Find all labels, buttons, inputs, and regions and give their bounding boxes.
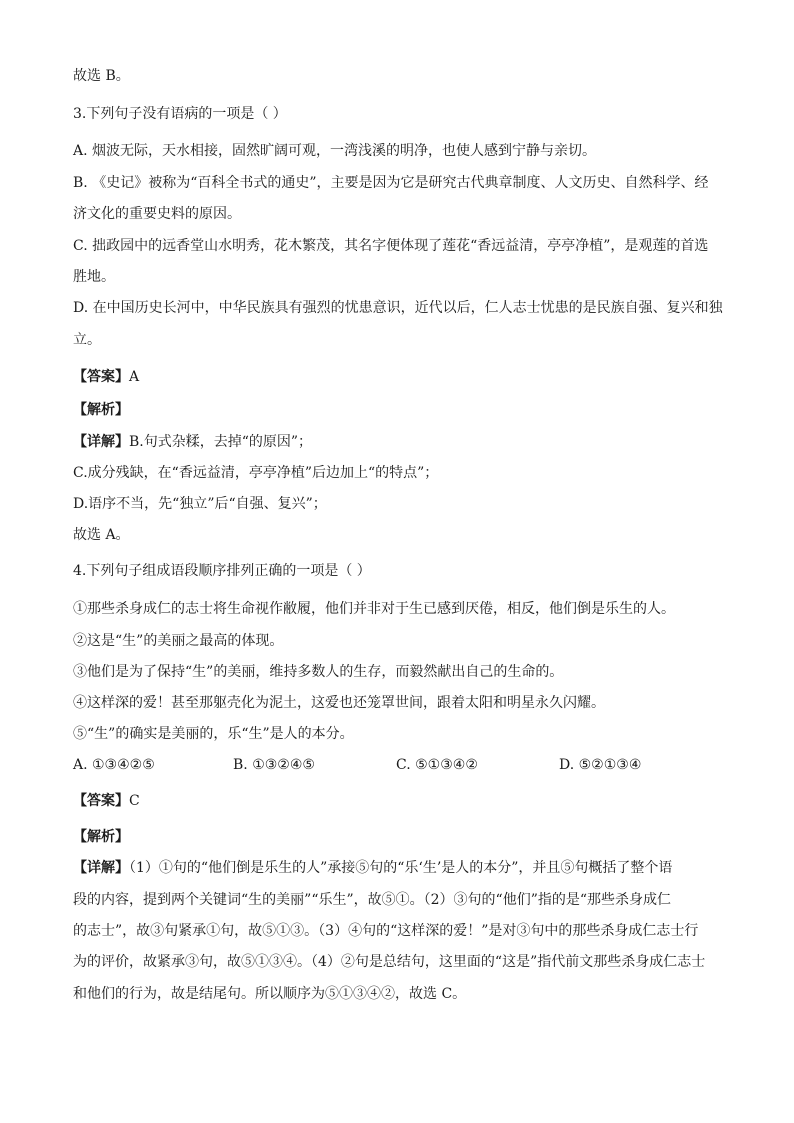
answer-tag: 【答案】: [73, 369, 129, 385]
detail-text: B.句式杂糅，去掉“的原因”；: [129, 434, 313, 450]
q4-sentence-3: ③他们是为了保持“生”的美丽，维持多数人的生存，而毅然献出自己的生命的。: [73, 664, 564, 680]
q4-option-d: D. ⑤②①③④: [559, 757, 642, 773]
q3-detail-d: D.语序不当，先“独立”后“自强、复兴”；: [73, 496, 327, 512]
q3-detail-c: C.成分残缺，在“香远益清，亭亭净植”后边加上“的特点”；: [73, 465, 439, 481]
q4-detail-line3: 的志士”，故③句紧承①句，故⑤①③。（3）④句的“这样深的爱！”是对③句中的那些杀身成仁志士行: [73, 923, 699, 939]
q3-answer: [73, 368, 139, 386]
q4-stem: 4.下列句子组成语段顺序排列正确的一项是（ ）: [73, 563, 371, 579]
detail-tag: 【详解】: [73, 860, 129, 876]
q4-option-b: B. ①③②④⑤: [233, 757, 315, 773]
q3-option-b-line1: B. 《史记》被称为“百科全书式的通史”，主要是因为它是研究古代典章制度、人文历史、自然科学、经: [73, 175, 709, 191]
q3-option-d-line2: 立。: [73, 332, 101, 348]
answer-value: A: [129, 369, 140, 385]
q3-option-b-line2: 济文化的重要史料的原因。: [73, 206, 241, 222]
q3-option-a: A. 烟波无际，天水相接，固然旷阔可观，一湾浅溪的明净，也使人感到宁静与亲切。: [73, 143, 597, 159]
q4-answer: [73, 792, 140, 810]
answer-tag: 【答案】: [73, 793, 129, 809]
q4-sentence-5: ⑤“生”的确实是美丽的，乐“生”是人的本分。: [73, 726, 354, 742]
q4-sentence-2: ②这是“生”的美丽之最高的体现。: [73, 633, 284, 649]
q4-option-a: A. ①③④②⑤: [73, 757, 155, 773]
q4-analysis-tag: [73, 828, 129, 846]
q3-conclusion: 故选 A。: [73, 527, 130, 543]
q4-detail-line2: 段的内容，提到两个关键词“生的美丽”“乐生”，故⑤①。（2）③句的“他们”指的是“那些杀身成仁: [73, 892, 672, 908]
q2-conclusion: 故选 B。: [73, 68, 130, 84]
q3-analysis-tag: [73, 401, 129, 419]
q4-detail-line5: 和他们的行为，故是结尾句。所以顺序为⑤①③④②，故选 C。: [73, 986, 467, 1002]
detail-text: （1）①句的“他们倒是乐生的人”承接⑤句的“乐‘生’是人的本分”，并且⑤句概括了整个语: [129, 860, 673, 876]
answer-value: C: [129, 793, 140, 809]
detail-tag: 【详解】: [73, 434, 129, 450]
q3-option-c-line1: C. 拙政园中的远香堂山水明秀，花木繁茂，其名字便体现了莲花“香远益清，亭亭净植”，是观莲的首选: [73, 238, 709, 254]
analysis-tag: 【解析】: [73, 829, 129, 845]
q3-option-c-line2: 胜地。: [73, 269, 115, 285]
q3-option-d-line1: D. 在中国历史长河中，中华民族具有强烈的忧患意识，近代以后，仁人志士忧患的是民族自强、复兴和独: [73, 300, 723, 316]
q3-detail-b: [73, 433, 312, 451]
q4-sentence-1: ①那些杀身成仁的志士将生命视作敝履，他们并非对于生已感到厌倦，相反，他们倒是乐生的人。: [73, 601, 675, 617]
q4-option-c: C. ⑤①③④②: [396, 757, 478, 773]
q4-sentence-4: ④这样深的爱！甚至那躯壳化为泥土，这爱也还笼罩世间，跟着太阳和明星永久闪耀。: [73, 695, 605, 711]
q4-detail-line1: [73, 859, 672, 877]
q3-stem: 3.下列句子没有语病的一项是（ ）: [73, 106, 287, 122]
analysis-tag: 【解析】: [73, 402, 129, 418]
q4-detail-line4: 为的评价，故紧承③句，故⑤①③④。（4）②句是总结句，这里面的“这是”指代前文那些杀身成仁志士: [73, 954, 706, 970]
